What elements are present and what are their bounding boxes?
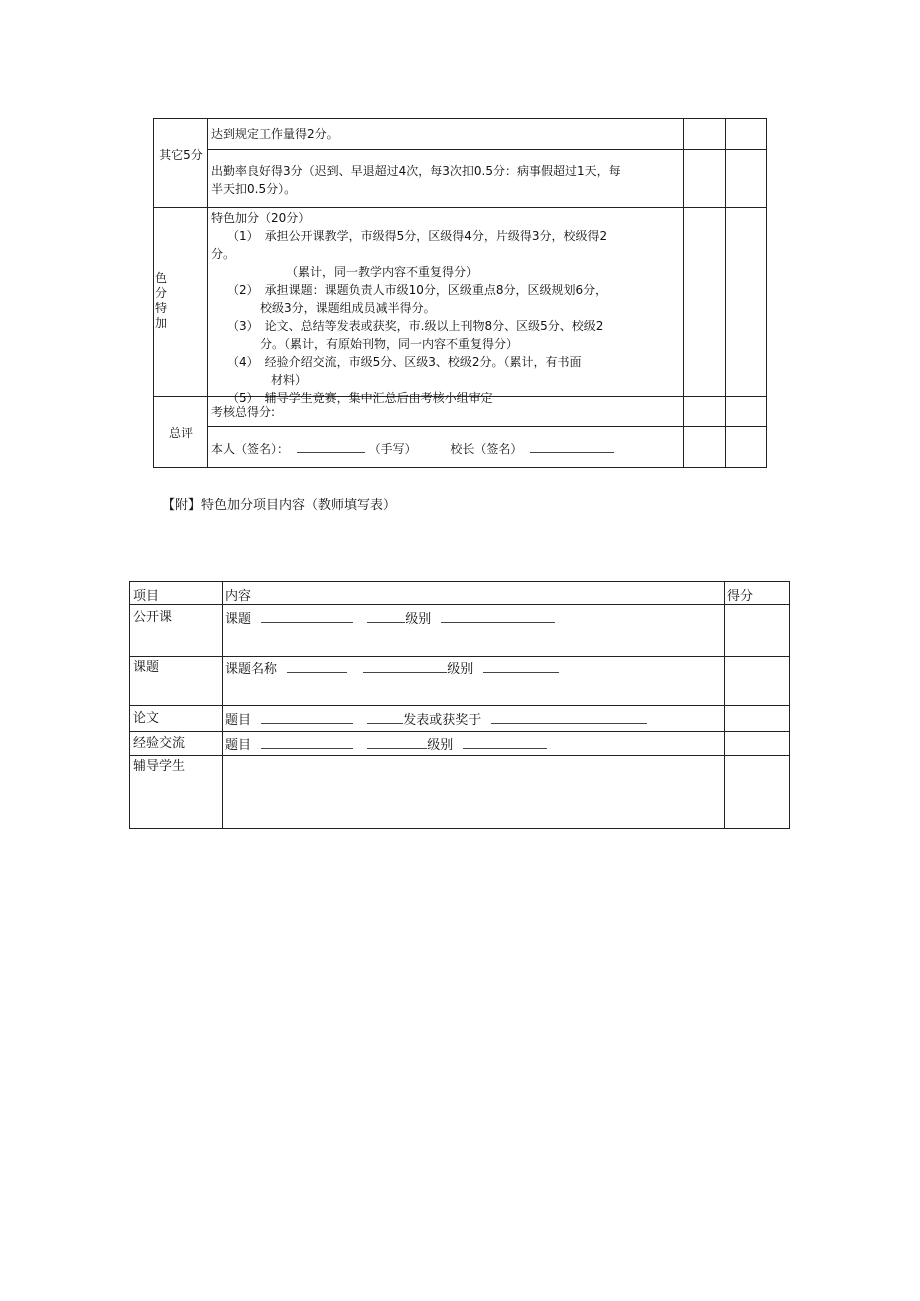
special-item-4-cont: 材料）	[271, 373, 308, 387]
row-workload: 达到规定工作量得2分。	[211, 127, 339, 141]
paper-content	[225, 710, 647, 730]
handwrite-note: （手写）	[368, 442, 417, 456]
header-score: 得分	[727, 589, 754, 604]
experience-title-blank-2[interactable]	[367, 735, 427, 749]
field-label: 级别	[427, 738, 454, 753]
special-item-1-cont: 分。	[211, 247, 236, 261]
open-class-content	[225, 609, 555, 629]
category-other: 其它5分	[159, 148, 203, 162]
self-signature-blank[interactable]	[297, 439, 365, 453]
research-level-blank[interactable]	[483, 659, 559, 673]
research-name-blank-2[interactable]	[363, 659, 447, 673]
paper-title-blank-2[interactable]	[367, 710, 403, 724]
field-label: 课题	[225, 612, 252, 627]
special-item-2: （2） 承担课题：课题负责人市级10分，区级重点8分，区级规划6分，	[227, 283, 608, 297]
row-attendance-line2: 半天扣0.5分）。	[211, 182, 297, 196]
row-divider	[207, 426, 766, 427]
self-signature-label: 本人（签名）：	[211, 442, 290, 456]
signature-line	[211, 439, 614, 458]
header-item: 项目	[133, 589, 160, 604]
total-score-label: 考核总得分:	[211, 405, 276, 419]
header-content: 内容	[225, 589, 252, 604]
special-item-3: （3） 论文、总结等发表或获奖，市.级以上刊物8分、区级5分、校级2	[227, 319, 604, 333]
principal-signature-label: 校长（签名）	[450, 442, 523, 456]
row-divider	[130, 731, 789, 732]
row-attendance-line1: 出勤率良好得3分（迟到、早退超过4次，每3次扣0.5分：病事假超过1天，每	[211, 164, 621, 178]
paper-title-blank[interactable]	[261, 710, 353, 724]
field-label: 级别	[405, 612, 432, 627]
open-class-level-blank[interactable]	[441, 609, 555, 623]
field-label: 题目	[225, 738, 252, 753]
item-experience: 经验交流	[133, 736, 186, 751]
special-item-1-note: （累计，同一教学内容不重复得分）	[286, 265, 479, 279]
item-research: 课题	[133, 660, 160, 675]
special-item-2-cont: 校级3分，课题组成员减半得分。	[260, 301, 436, 315]
special-bonus-form	[129, 581, 790, 829]
special-item-4: （4） 经验介绍交流，市级5分、区级3、校级2分。（累计，有书面	[227, 355, 582, 369]
open-class-topic-blank-2[interactable]	[367, 609, 405, 623]
field-label: 级别	[447, 662, 474, 677]
column-divider	[683, 119, 684, 467]
research-name-blank[interactable]	[287, 659, 347, 673]
principal-signature-blank[interactable]	[530, 439, 614, 453]
row-divider	[207, 149, 766, 150]
special-title: 特色加分（20分）	[211, 211, 311, 225]
category-summary: 总评	[168, 426, 193, 440]
row-divider	[130, 705, 789, 706]
row-divider	[130, 656, 789, 657]
special-item-3-cont: 分。（累计，有原始刊物，同一内容不重复得分）	[260, 337, 519, 351]
item-open-class: 公开课	[133, 610, 173, 625]
column-divider	[725, 119, 726, 467]
open-class-topic-blank[interactable]	[261, 609, 353, 623]
item-student-guidance: 辅导学生	[133, 759, 186, 774]
row-divider	[130, 755, 789, 756]
paper-venue-blank[interactable]	[491, 710, 647, 724]
special-item-5: （5） 辅导学生竞赛，集中汇总后由考核小组审定	[227, 391, 493, 405]
research-content	[225, 659, 559, 679]
assessment-table	[153, 118, 767, 468]
experience-title-blank[interactable]	[261, 735, 353, 749]
field-label: 课题名称	[225, 662, 278, 677]
special-content	[208, 208, 682, 405]
appendix-caption: 【附】特色加分项目内容（教师填写表）	[162, 498, 397, 513]
item-paper: 论文	[133, 711, 160, 726]
field-label: 发表或获奖于	[403, 713, 482, 728]
category-special: 色 分 特 加	[154, 271, 167, 330]
special-item-1: （1） 承担公开课教学，市级得5分，区级得4分，片级得3分，校级得2	[227, 229, 608, 243]
field-label: 题目	[225, 713, 252, 728]
experience-content	[225, 735, 547, 755]
experience-level-blank[interactable]	[463, 735, 547, 749]
